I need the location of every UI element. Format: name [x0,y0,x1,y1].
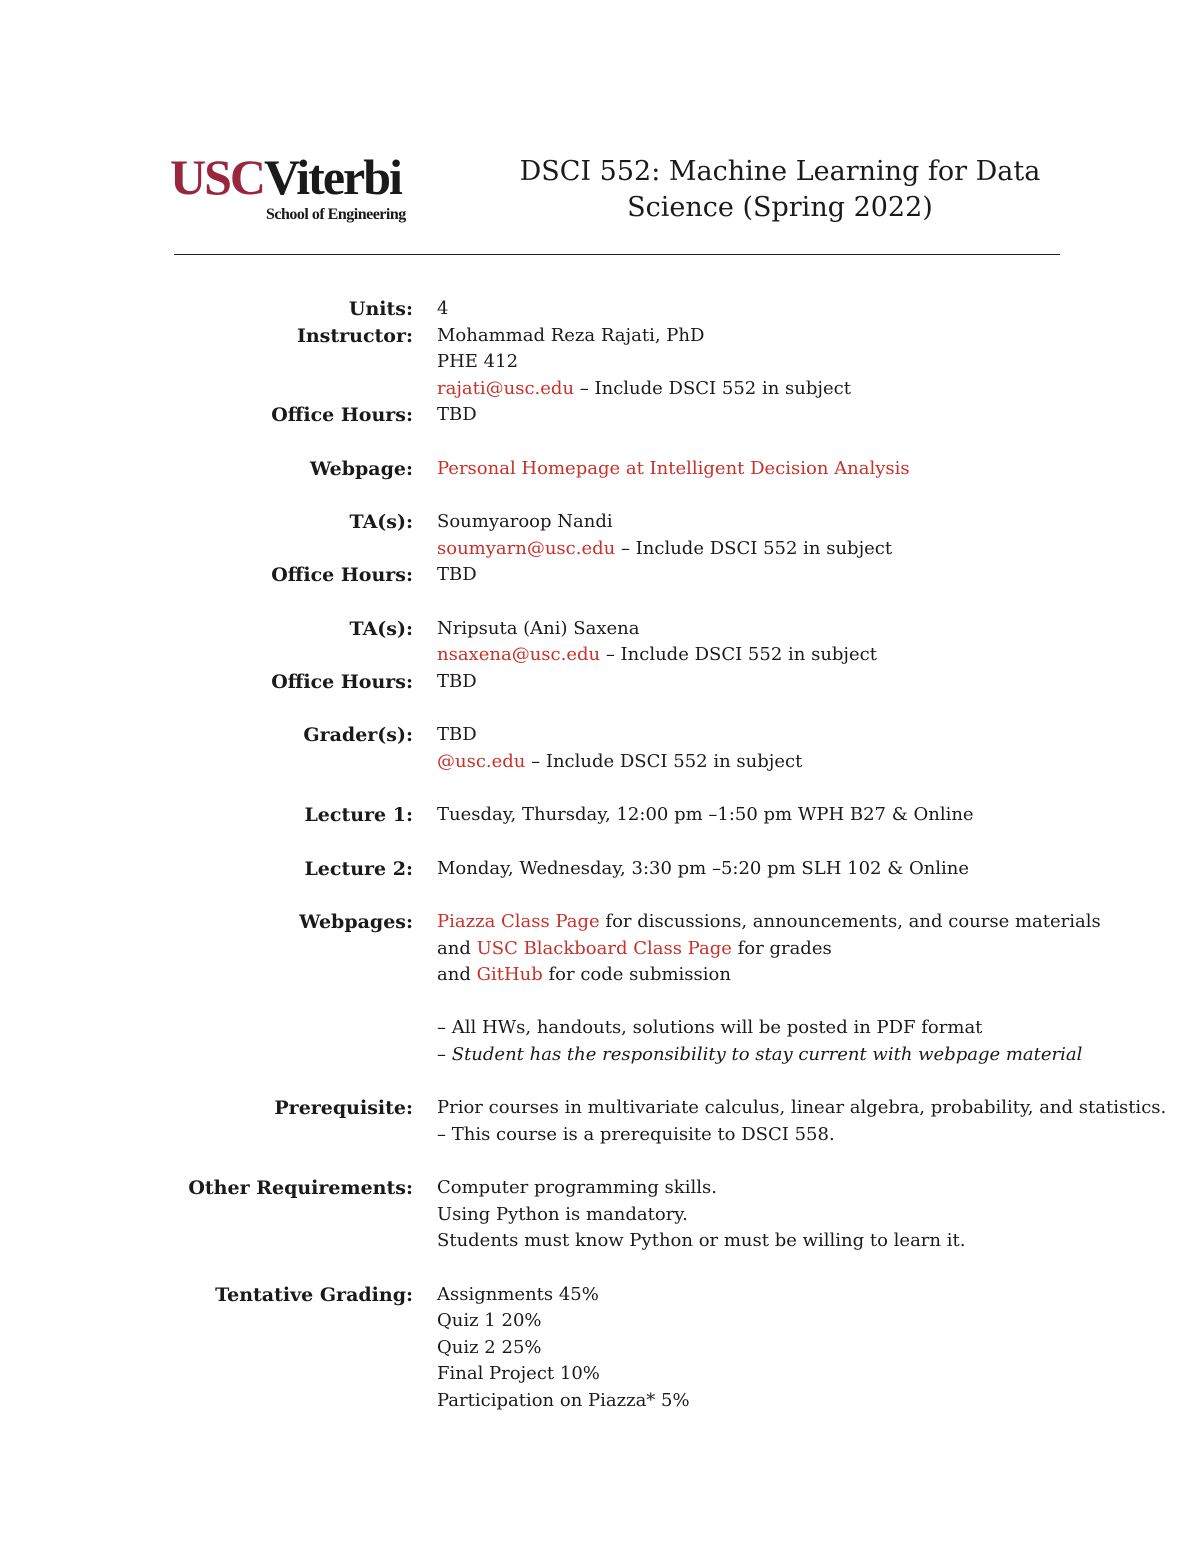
other-requirements-line-2: Using Python is mandatory. [437,1203,688,1225]
webpages-note-2: Student has the responsibility to stay current with webpage material [451,1043,1083,1065]
instructor-office: PHE 412 [437,351,519,372]
grading-item: Assignments 45% [437,1283,599,1305]
ta2-email-link[interactable]: nsaxena@usc.edu [437,644,601,665]
blackboard-text: for grades [731,937,832,959]
webpages-label: Webpages: [299,911,413,933]
other-requirements-line-3: Students must know Python or must be willing to learn it. [437,1230,966,1251]
blackboard-prefix: and [437,937,477,959]
other-requirements-label: Other Requirements: [188,1177,413,1199]
blackboard-link[interactable]: USC Blackboard Class Page [476,937,732,959]
logo-viterbi-text: Viterbi [264,149,401,205]
units-row [0,296,1200,323]
ta1-email-link[interactable]: soumyarn@usc.edu [437,537,616,559]
prerequisite-line-1: Prior courses in multivariate calculus, linear algebra, probability, and statistics. [437,1097,1167,1118]
units-label: Units: [348,298,413,320]
grader-row [0,722,1200,775]
webpages-note-2-dash: – [437,1043,452,1065]
ta2-name: Nripsuta (Ani) Saxena [437,617,640,639]
webpage-label: Webpage: [309,457,413,480]
logo-subtitle: School of Engineering [266,206,406,223]
ta2-hours-value: TBD [437,670,477,692]
ta1-email-note: – Include DSCI 552 in subject [615,537,893,559]
office-hours-value: TBD [437,404,477,425]
lecture1-row [0,802,1200,829]
prerequisite-label: Prerequisite: [274,1097,413,1119]
piazza-text: for discussions, announcements, and course materials [599,911,1101,932]
title-line-2: Science (Spring 2022) [627,192,933,223]
office-hours-label: Office Hours: [271,404,413,426]
grader-email-note: – Include DSCI 552 in subject [525,750,803,772]
instructor-row [0,323,1200,403]
ta2-hours-row [0,669,1200,696]
ta2-label: TA(s): [349,617,413,640]
ta2-email-note: – Include DSCI 552 in subject [600,644,877,665]
grading-row [0,1282,1200,1415]
units-value: 4 [437,298,449,319]
document-title [470,154,1090,226]
ta2-row [0,616,1200,669]
syllabus-info-table [0,296,1200,1414]
lecture1-label: Lecture 1: [304,804,413,826]
grading-item: Quiz 1 20% [437,1310,542,1331]
ta1-name: Soumyaroop Nandi [437,511,613,532]
ta1-hours-row [0,562,1200,589]
grading-item: Participation on Piazza* 5% [437,1389,690,1411]
ta1-hours-value: TBD [437,564,477,585]
github-link[interactable]: GitHub [476,964,543,985]
piazza-link[interactable]: Piazza Class Page [437,911,600,932]
usc-viterbi-logo [170,149,420,232]
grading-item: Final Project 10% [437,1363,600,1384]
other-requirements-line-1: Computer programming skills. [437,1177,717,1198]
grading-label: Tentative Grading: [215,1283,413,1306]
other-requirements-row [0,1175,1200,1255]
instructor-email-note: – Include DSCI 552 in subject [574,377,851,399]
homepage-link[interactable]: Personal Homepage at Intelligent Decision Analysis [437,457,910,479]
lecture2-label: Lecture 2: [304,857,413,880]
instructor-email-link[interactable]: rajati@usc.edu [437,377,575,399]
ta1-hours-label: Office Hours: [271,564,413,586]
github-prefix: and [437,964,477,985]
ta1-label: TA(s): [349,511,413,533]
grader-email-link[interactable]: @usc.edu [437,750,526,772]
instructor-label: Instructor: [296,324,413,347]
ta1-row [0,509,1200,562]
logo-usc-text: USC [170,149,265,205]
title-line-1: DSCI 552: Machine Learning for Data [519,156,1041,187]
ta2-hours-label: Office Hours: [271,670,413,693]
github-text: for code submission [542,964,731,985]
prerequisite-line-2: – This course is a prerequisite to DSCI 558. [437,1123,835,1145]
instructor-name: Mohammad Reza Rajati, PhD [437,324,705,346]
lecture1-value: Tuesday, Thursday, 12:00 pm –1:50 pm WPH B27 & Online [437,804,974,825]
lecture2-row [0,856,1200,883]
prerequisite-row [0,1095,1200,1148]
grader-name: TBD [437,724,477,745]
instructor-hours-row [0,402,1200,429]
title-divider [174,254,1060,255]
grading-item: Quiz 2 25% [437,1336,542,1358]
webpage-row [0,456,1200,483]
grader-label: Grader(s): [303,724,413,746]
webpages-row [0,909,1200,1068]
webpages-note-1: – All HWs, handouts, solutions will be posted in PDF format [437,1017,983,1038]
lecture2-value: Monday, Wednesday, 3:30 pm –5:20 pm SLH 102 & Online [437,857,970,879]
